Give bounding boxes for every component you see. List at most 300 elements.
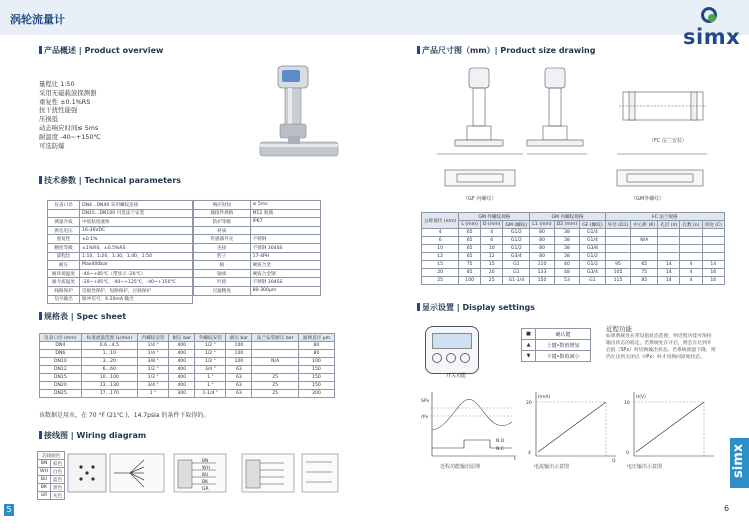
- spec-cell: 300: [169, 390, 195, 398]
- spec-header: 耐压 bar: [169, 334, 195, 342]
- dim-cell: 75: [459, 261, 481, 269]
- dim-cell: G1-1/4: [503, 277, 530, 285]
- dim-cell: [658, 253, 680, 261]
- tech-cell: -20~+85℃，-40~+125℃，-40~+150℃: [80, 278, 193, 287]
- dim-cell: [605, 237, 631, 245]
- spec-cell: N/A: [252, 358, 299, 366]
- feature-item: 量程比 1:50: [39, 80, 75, 88]
- spec-cell: 63: [226, 366, 252, 374]
- brand-sidebar: [730, 438, 749, 488]
- chart-label: t: [514, 457, 516, 462]
- dim-cell: [605, 229, 631, 237]
- dim-cell: 150: [530, 277, 554, 285]
- dim-cell: 20: [480, 269, 503, 277]
- dim-header: 公称通径 (mm): [422, 213, 459, 229]
- tech-cell: 仪表口径: [48, 201, 80, 210]
- dim-cell: 20: [422, 269, 459, 277]
- feature-item: 采用无磁载波探测器: [39, 88, 97, 97]
- dim-row: [422, 245, 725, 253]
- wiring-heading: 接线图 | Wiring diagram: [39, 430, 146, 441]
- dim-cell: [680, 229, 702, 237]
- dim-header: D2 (mm): [554, 221, 579, 229]
- spec-cell: 63: [226, 374, 252, 382]
- dim-cell: [631, 245, 658, 253]
- tech-cell: DN15…DN100 可选法兰安装: [80, 209, 193, 218]
- feature-item: 抗干扰性能强: [39, 106, 78, 115]
- spec-cell: 1/2 ": [137, 374, 168, 382]
- key-cell: ▼: [522, 351, 536, 362]
- dim-cell: 80: [530, 245, 554, 253]
- brand-logo: [683, 5, 741, 49]
- tech-row: [194, 235, 321, 244]
- tech-cell: IP67: [250, 218, 320, 227]
- tech-row: [194, 226, 321, 235]
- wire-legend-cell: BU: [38, 476, 51, 484]
- chart-label: 20: [526, 401, 532, 406]
- spec-row: [40, 342, 335, 350]
- spec-header: 滤网直径 μm: [298, 334, 334, 342]
- drawing-caption: （FC 法兰安装）: [649, 138, 687, 144]
- spec-cell: 3/4 ": [195, 366, 226, 374]
- tech-cell: 响应时间: [194, 201, 251, 210]
- tech-cell: ±0.1%: [80, 235, 193, 244]
- spec-header: 耐压 bar: [226, 334, 252, 342]
- spec-cell: 25: [252, 374, 299, 382]
- spec-cell: 3/8 ": [137, 358, 168, 366]
- spec-cell: 1 ": [137, 390, 168, 398]
- chart-caption: 近程功能输出原理: [440, 464, 481, 470]
- wire-legend-row: [38, 476, 65, 484]
- dim-cell: 16: [702, 269, 725, 277]
- up-key-icon: [446, 353, 456, 363]
- spec-cell: 13…130: [81, 382, 137, 390]
- key-cell: 确认键: [536, 329, 591, 340]
- wire-legend-cell: BN: [38, 460, 51, 468]
- down-key-icon: [460, 353, 470, 363]
- tech-cell: 脉冲信号，4-20mA 输出: [80, 295, 193, 304]
- dim-cell: G3/4: [580, 269, 605, 277]
- dim-cell: G1: [503, 269, 530, 277]
- spec-cell: 6…60: [81, 366, 137, 374]
- tech-cell: 中低粘度液体: [80, 218, 193, 227]
- dim-cell: G1/2: [503, 245, 530, 253]
- wire-legend-row: [38, 492, 65, 500]
- dim-cell: [680, 237, 702, 245]
- wire-label: WH: [202, 466, 210, 471]
- dim-cell: G1/2: [503, 229, 530, 237]
- tech-cell: Max400bar: [80, 261, 193, 270]
- close-function-title: 近程功能: [606, 325, 632, 333]
- tech-cell: 16-36VDC: [80, 226, 193, 235]
- dim-cell: [658, 229, 680, 237]
- spec-header: 外螺纹安装: [195, 334, 226, 342]
- chart-label: U(V): [636, 395, 646, 400]
- flowmeter-product-image: [258, 64, 342, 164]
- spec-cell: DN15: [40, 374, 82, 382]
- spec-cell: [252, 366, 299, 374]
- spec-row: [40, 390, 335, 398]
- device-display-panel: [425, 326, 479, 374]
- wire-legend-row: [38, 460, 65, 468]
- spec-cell: 400: [169, 358, 195, 366]
- spec-cell: 400: [169, 350, 195, 358]
- dim-cell: 14: [658, 261, 680, 269]
- spec-cell: 1/4 ": [137, 350, 168, 358]
- tech-cell: 硬质合金: [250, 261, 320, 270]
- spec-cell: 150: [298, 382, 334, 390]
- dim-cell: 85: [631, 277, 658, 285]
- dim-cell: [658, 237, 680, 245]
- dim-cell: N/A: [631, 237, 658, 245]
- tech-cell: 硬质合金钢: [250, 269, 320, 278]
- spec-cell: 80: [298, 350, 334, 358]
- dim-cell: G1: [503, 261, 530, 269]
- tech-row: [194, 209, 321, 218]
- tech-cell: 1:10，1:20，1:30，1:40，1:50: [80, 252, 193, 261]
- spec-cell: 100: [226, 342, 252, 350]
- tech-cell: DN4…DN40 采用螺纹连接: [80, 201, 193, 210]
- dim-row: [422, 229, 725, 237]
- spec-row: [40, 350, 335, 358]
- dim-cell: 65: [459, 253, 481, 261]
- chart-label: Q: [612, 459, 616, 464]
- spec-cell: 200: [298, 390, 334, 398]
- dim-cell: 100: [459, 277, 481, 285]
- tech-row: [194, 261, 321, 270]
- tech-cell: 传感器外壳: [194, 235, 251, 244]
- dim-cell: 85: [459, 269, 481, 277]
- dim-header: 孔径 (d): [658, 221, 680, 229]
- sidebar-brand: simx: [731, 443, 746, 478]
- wire-legend-cell: BK: [38, 484, 51, 492]
- wire-legend-cell: 棕色: [51, 460, 65, 468]
- chart-label: 10: [624, 401, 630, 406]
- tech-cell: 过滤精度: [194, 286, 251, 295]
- tech-cell: 精度等级: [48, 243, 80, 252]
- dim-cell: 6: [422, 237, 459, 245]
- key-cell: 下键•数值减小: [536, 351, 591, 362]
- chart-caption: 电压输出示意图: [627, 464, 663, 470]
- tech-row: [194, 218, 321, 227]
- dim-cell: 38: [554, 237, 579, 245]
- spec-cell: 150: [298, 374, 334, 382]
- dim-cell: 110: [530, 261, 554, 269]
- dim-cell: G1/4: [580, 237, 605, 245]
- dim-cell: [605, 245, 631, 253]
- spec-cell: 3/4 ": [137, 382, 168, 390]
- spec-header: 内螺纹安装: [137, 334, 168, 342]
- tech-cell: 不锈钢 304SS: [250, 278, 320, 287]
- spec-cell: 100: [298, 358, 334, 366]
- spec-row: [40, 382, 335, 390]
- dim-cell: G1/4: [580, 229, 605, 237]
- dim-header: D (mm): [480, 221, 503, 229]
- dim-cell: [680, 253, 702, 261]
- dim-cell: 15: [480, 261, 503, 269]
- tech-row: [194, 201, 321, 210]
- tech-row: [194, 286, 321, 295]
- chart-label: rPx: [421, 415, 429, 420]
- dim-header: L (mm): [459, 221, 481, 229]
- tech-cell: ≤ 5ms: [250, 201, 320, 210]
- tech-cell: 材质: [194, 226, 251, 235]
- dim-cell: [631, 229, 658, 237]
- tech-cell: ±1%RS，±0.5%RS: [80, 243, 193, 252]
- tech-cell: 连接: [194, 243, 251, 252]
- feature-item: 重复性 ±0.1%RS: [39, 97, 91, 106]
- dim-cell: G3/8: [580, 245, 605, 253]
- tech-row: [48, 261, 193, 270]
- key-cell: 上键•数值增加: [536, 340, 591, 351]
- dim-cell: 65: [459, 229, 481, 237]
- spec-cell: 10…100: [81, 374, 137, 382]
- dim-cell: [702, 237, 725, 245]
- dim-header: 孔数 (n): [680, 221, 702, 229]
- tech-table-right: [193, 200, 321, 296]
- wire-legend-cell: GR: [38, 492, 51, 500]
- spec-table: [39, 333, 335, 398]
- spec-row: [40, 358, 335, 366]
- spec-cell: 100: [226, 358, 252, 366]
- output-charts: [420, 390, 720, 464]
- dim-cell: 95: [605, 261, 631, 269]
- spec-cell: 150: [298, 366, 334, 374]
- tech-heading: 技术参数 | Technical parameters: [39, 175, 181, 186]
- wire-legend-cell: 灰色: [51, 492, 65, 500]
- wire-legend-title-row: [38, 452, 65, 460]
- tech-row: [48, 218, 193, 227]
- tech-cell: 防护等级: [194, 218, 251, 227]
- tech-cell: 重复性: [48, 235, 80, 244]
- tech-cell: 量程比: [48, 252, 80, 261]
- page-number-left: 5: [4, 504, 14, 516]
- tech-row: [48, 269, 193, 278]
- dim-header: L1 (mm): [530, 221, 554, 229]
- tech-row: [194, 269, 321, 278]
- dim-cell: G1/2: [580, 261, 605, 269]
- dim-cell: G1: [580, 277, 605, 285]
- page-number-right: 6: [724, 504, 730, 513]
- spec-cell: 17…170: [81, 390, 137, 398]
- dim-header: 中心距 (K): [631, 221, 658, 229]
- dim-header: GF (螺纹): [580, 221, 605, 229]
- dim-cell: [702, 253, 725, 261]
- wire-legend-cell: WH: [38, 468, 51, 476]
- tech-row: [48, 201, 193, 210]
- feature-item: 耐温度 -40~+150℃: [39, 132, 101, 141]
- feature-item: 可选防爆: [39, 141, 65, 150]
- dim-cell: 4: [480, 229, 503, 237]
- spec-cell: 400: [169, 366, 195, 374]
- drawing-caption: （GF 内螺纹）: [463, 196, 497, 202]
- dim-cell: 4: [680, 277, 702, 285]
- wire-legend-cell: 蓝色: [51, 476, 65, 484]
- spec-cell: 100: [226, 350, 252, 358]
- wire-label: BN: [202, 459, 209, 464]
- chart-label: I(mA): [538, 395, 551, 400]
- spec-cell: DN10: [40, 358, 82, 366]
- dim-cell: 75: [631, 269, 658, 277]
- dim-row: [422, 261, 725, 269]
- spec-cell: 25: [252, 390, 299, 398]
- chart-label: N.C: [496, 447, 504, 452]
- tech-row: [48, 209, 193, 218]
- spec-cell: DN4: [40, 342, 82, 350]
- dim-cell: 25: [480, 277, 503, 285]
- feature-list: [39, 80, 101, 150]
- tech-cell: 腔子: [194, 252, 251, 261]
- dim-cell: 12: [480, 253, 503, 261]
- spec-cell: DN6: [40, 350, 82, 358]
- tech-cell: 轴承: [194, 269, 251, 278]
- spec-cell: 1 ": [195, 374, 226, 382]
- dim-cell: 14: [658, 277, 680, 285]
- size-drawing: [427, 62, 730, 210]
- dim-cell: 53: [554, 277, 579, 285]
- spec-cell: [252, 350, 299, 358]
- tech-row: [48, 226, 193, 235]
- tech-cell: M12 航插: [250, 209, 320, 218]
- dim-cell: 4: [680, 269, 702, 277]
- spec-cell: 1…10: [81, 350, 137, 358]
- dim-cell: 38: [554, 229, 579, 237]
- dim-cell: 65: [459, 245, 481, 253]
- tech-cell: 叶轮: [194, 278, 251, 287]
- tech-row: [194, 252, 321, 261]
- dim-cell: 80: [530, 253, 554, 261]
- overview-heading: 产品概述 | Product overview: [39, 45, 163, 56]
- tech-cell: 信号输出: [48, 295, 80, 304]
- key-row: [522, 351, 591, 362]
- spec-cell: 80: [298, 342, 334, 350]
- chart-label: N.O: [496, 439, 505, 444]
- dim-row: [422, 253, 725, 261]
- dim-cell: [702, 245, 725, 253]
- dim-group-header: FC 法兰规格: [605, 213, 724, 221]
- dim-header: 外径 (D1): [605, 221, 631, 229]
- key-cell: ▲: [522, 340, 536, 351]
- spec-row: [40, 366, 335, 374]
- dim-cell: 105: [605, 269, 631, 277]
- dim-cell: [702, 229, 725, 237]
- dim-row: [422, 277, 725, 285]
- spec-cell: 1/2 ": [137, 366, 168, 374]
- spec-cell: 400: [169, 342, 195, 350]
- tech-cell: 耐压: [48, 261, 80, 270]
- brand-name: simx: [683, 25, 741, 49]
- wire-legend-row: [38, 484, 65, 492]
- key-row: [522, 329, 591, 340]
- dim-cell: 4: [680, 261, 702, 269]
- display-panel-label: 开关功能: [446, 373, 467, 379]
- tech-row: [48, 278, 193, 287]
- spec-cell: 1-1/4 ": [195, 390, 226, 398]
- spec-cell: 63: [226, 390, 252, 398]
- tech-row: [48, 235, 193, 244]
- dimension-table: [421, 212, 725, 285]
- dim-row: [422, 269, 725, 277]
- dim-row: [422, 237, 725, 245]
- chart-caption: 电流输出示意图: [534, 464, 570, 470]
- spec-note: 该数据是用水，在 70 °F (21℃ )，14.7psia 的条件下取得的。: [39, 412, 210, 419]
- dim-header: 厚度 (C): [702, 221, 725, 229]
- dim-cell: 65: [459, 237, 481, 245]
- tech-row: [48, 252, 193, 261]
- dim-cell: 10: [422, 245, 459, 253]
- tech-cell: 不锈钢 304SS: [250, 243, 320, 252]
- spec-cell: 1 ": [195, 382, 226, 390]
- dim-cell: 15: [422, 261, 459, 269]
- dim-cell: 80: [530, 237, 554, 245]
- tech-row: [48, 295, 193, 304]
- spec-cell: 1/4 ": [137, 342, 168, 350]
- spec-header: 标准流量范围 (L/min): [81, 334, 137, 342]
- tech-cell: 测量介质: [48, 218, 80, 227]
- dim-cell: 4: [422, 229, 459, 237]
- spec-cell: [252, 342, 299, 350]
- dim-cell: 10: [480, 245, 503, 253]
- spec-header: 法兰安装耐压 bar: [252, 334, 299, 342]
- spec-cell: DN20: [40, 382, 82, 390]
- dim-cell: G1/2: [503, 237, 530, 245]
- tech-cell: [48, 209, 80, 218]
- spec-cell: 3…20: [81, 358, 137, 366]
- dim-cell: 14: [702, 261, 725, 269]
- wire-legend-cell: 黑色: [51, 484, 65, 492]
- tech-row: [48, 286, 193, 295]
- dim-cell: [605, 253, 631, 261]
- dim-cell: 12: [422, 253, 459, 261]
- dim-cell: 80: [530, 229, 554, 237]
- dim-cell: [658, 245, 680, 253]
- wire-legend-cell: 白色: [51, 468, 65, 476]
- close-function-text: 如果系统处在常设值状态范围，则近程功能可保持输出状态的稳定。若系统处在开启，则会在达到开启值（SPx）时切换输出状态。若系统流量下降，则仍在达到关闭点（rPx）时才切换回原始状态。: [606, 334, 716, 360]
- wire-label: GR: [202, 487, 209, 492]
- spec-row: [40, 374, 335, 382]
- page-title: 涡轮流量计: [10, 13, 65, 26]
- tech-row: [194, 243, 321, 252]
- dim-cell: 65: [631, 261, 658, 269]
- spec-cell: 1/2 ": [195, 350, 226, 358]
- dim-cell: 48: [554, 269, 579, 277]
- wire-label: BU: [202, 473, 209, 478]
- page-header: [0, 0, 749, 35]
- set-key-icon: [432, 353, 442, 363]
- chart-label: SPx: [421, 399, 430, 404]
- spec-cell: 400: [169, 374, 195, 382]
- spec-cell: DN25: [40, 390, 82, 398]
- spec-cell: DN12: [40, 366, 82, 374]
- dim-cell: 25: [422, 277, 459, 285]
- tech-cell: 17-4PH: [250, 252, 320, 261]
- spec-cell: 400: [169, 382, 195, 390]
- tech-cell: 80-300μm: [250, 286, 320, 295]
- dim-cell: 38: [554, 253, 579, 261]
- dim-cell: 38: [554, 245, 579, 253]
- display-heading: 显示设置 | Display settings: [417, 302, 535, 313]
- tech-cell: 轴: [194, 261, 251, 270]
- wiring-diagrams: [66, 450, 340, 498]
- tech-cell: 线路保护: [48, 286, 80, 295]
- spec-cell: 1/2 ": [195, 358, 226, 366]
- dim-cell: 6: [480, 237, 503, 245]
- tech-cell: 插接件规格: [194, 209, 251, 218]
- lcd-screen: [432, 333, 472, 349]
- tech-cell: -40~+85℃（带显示 -20℃）: [80, 269, 193, 278]
- dim-cell: [631, 253, 658, 261]
- tech-cell: 耐介质温度: [48, 278, 80, 287]
- key-cell: ■: [522, 329, 536, 340]
